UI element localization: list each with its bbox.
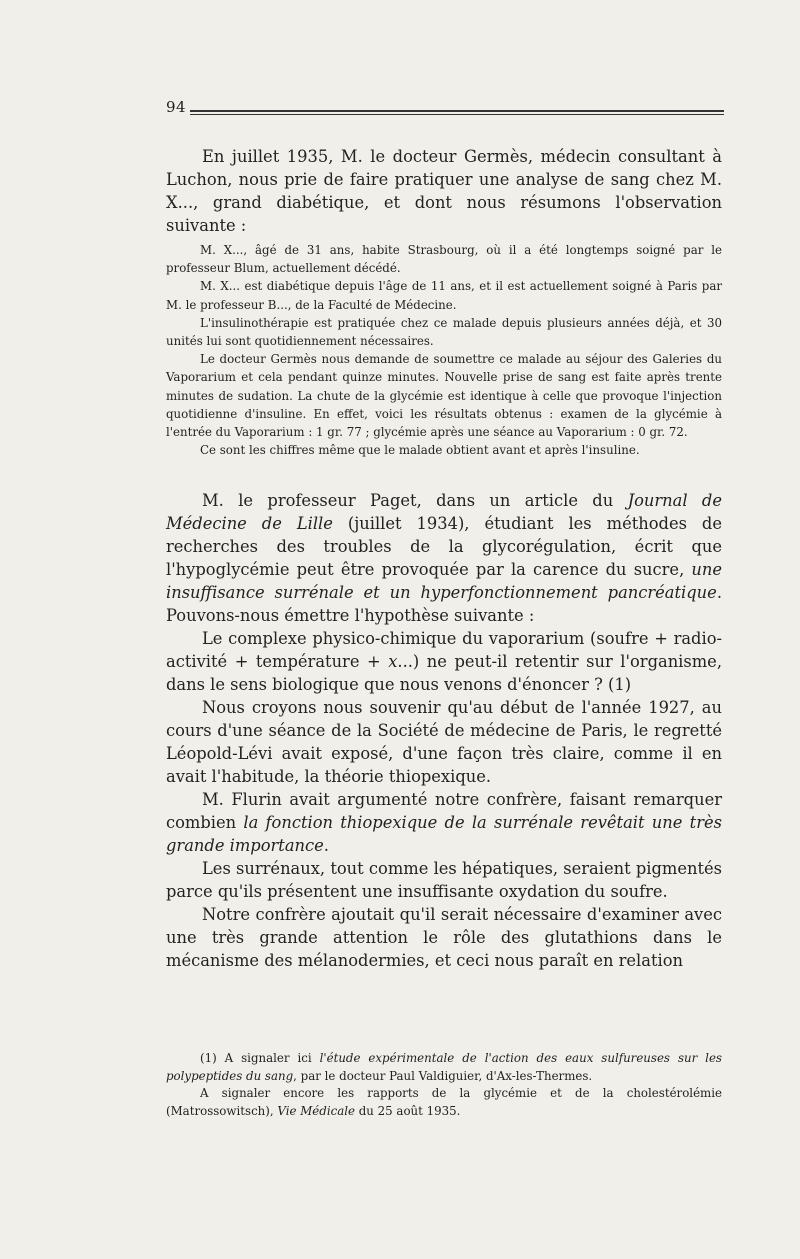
observation-line-2: M. X... est diabétique depuis l'âge de 11 ans, et il est actuellement soigné à Paris par M. le professeur B..., de la Faculté de Médecine. — [166, 279, 722, 312]
intro-text: En juillet 1935, M. le docteur Germès, médecin consultant à Luchon, nous prie de faire pratiquer une analyse de sang chez M. X..., grand diabétique, et dont nous résumons l'observation suivante : — [166, 147, 722, 235]
paragraph-paget — [166, 489, 722, 627]
footnotes — [166, 1050, 722, 1120]
header-rule — [190, 110, 724, 115]
flurin-emphasis: la fonction thiopexique de la surrénale revêtait une très grande importance — [166, 813, 722, 855]
footnote-2-tail: du 25 août 1935. — [355, 1103, 461, 1118]
paragraph-complexe — [166, 627, 722, 696]
intro-paragraph — [166, 145, 722, 237]
paget-text-a: M. le professeur Paget, dans un article du — [202, 491, 628, 510]
footnote-1-lead: (1) A signaler ici — [200, 1051, 320, 1065]
paragraph-societe: Nous croyons nous souvenir qu'au début de l'année 1927, au cours d'une séance de la Société de médecine de Paris, le regretté Léopold-Lévi avait exposé, d'une façon très claire, comme il en avait l'habitude, la théorie thiopexique. — [166, 698, 722, 786]
complexe-text-a: Le complexe physico-chimique du vaporarium (soufre + radio-activité + température + — [166, 629, 722, 671]
flurin-text-a: M. Flurin avait argumenté notre confrère, faisant remarquer combien — [166, 790, 722, 832]
footnote-2-title: Vie Médicale — [277, 1103, 355, 1118]
paget-text-c: . Pouvons-nous émettre l'hypothèse suivante : — [166, 583, 722, 625]
paragraph-flurin — [166, 788, 722, 857]
journal-title: Journal de Médecine de Lille — [166, 491, 722, 533]
footnote-1 — [166, 1050, 722, 1085]
observation-block — [166, 241, 722, 459]
footnote-2 — [166, 1085, 722, 1120]
page-number: 94 — [166, 98, 187, 116]
paget-text-b: (juillet 1934), étudiant les méthodes de recherches des troubles de la glycorégulation, écrit que l'hypoglycémie peut être provoquée par la carence du sucre, — [166, 514, 722, 579]
paragraph-surrenaux: Les surrénaux, tout comme les hépatiques, seraient pigmentés parce qu'ils présentent une insuffisante oxydation du soufre. — [166, 859, 722, 901]
complexe-text-b: ...) ne peut-il retentir sur l'organisme, dans le sens biologique que nous venons d'énoncer ? (1) — [166, 652, 722, 694]
flurin-text-b: . — [323, 836, 329, 855]
observation-line-3: L'insulinothérapie est pratiquée chez ce malade depuis plusieurs années déjà, et 30 unités lui sont quotidiennement nécessaires. — [166, 315, 722, 349]
observation-line-1: M. X..., âgé de 31 ans, habite Strasbourg, où il a été longtemps soigné par le professeur Blum, actuellement décédé. — [166, 243, 722, 276]
paragraph-confrere: Notre confrère ajoutait qu'il serait nécessaire d'examiner avec une très grande attention le rôle des glutathions dans le mécanisme des mélanodermies, et ceci nous paraît en relation — [166, 905, 722, 970]
body-text — [166, 489, 722, 972]
footnote-2-lead: A signaler encore les rapports de la glycémie et de la cholestérolémie (Matrossowitsch), — [166, 1086, 722, 1118]
paget-emphasis: une insuffisance surrénale et un hyperfonctionnement pancréatique — [166, 560, 722, 602]
footnote-1-tail: , par le docteur Paul Valdiguier, d'Ax-les-Thermes. — [293, 1068, 593, 1083]
variable-x: x — [388, 652, 398, 671]
footnote-1-title: l'étude expérimentale de l'action des eaux sulfureuses sur les polypeptides du sang — [166, 1051, 722, 1083]
observation-line-5: Ce sont les chiffres même que le malade obtient avant et après l'insuline. — [200, 443, 640, 458]
observation-line-4: Le docteur Germès nous demande de soumettre ce malade au séjour des Galeries du Vaporarium et cela pendant quinze minutes. Nouvelle prise de sang est faite après trente minutes de sudation. La chute de la glycémie est identique à celle que provoque l'injection quotidienne d'insuline. En effet, voici les résultats obtenus : examen de la glycémie à l'entrée du Vaporarium : 1 gr. 77 ; glycémie après une séance au Vaporarium : 0 gr. 72. — [166, 352, 722, 440]
